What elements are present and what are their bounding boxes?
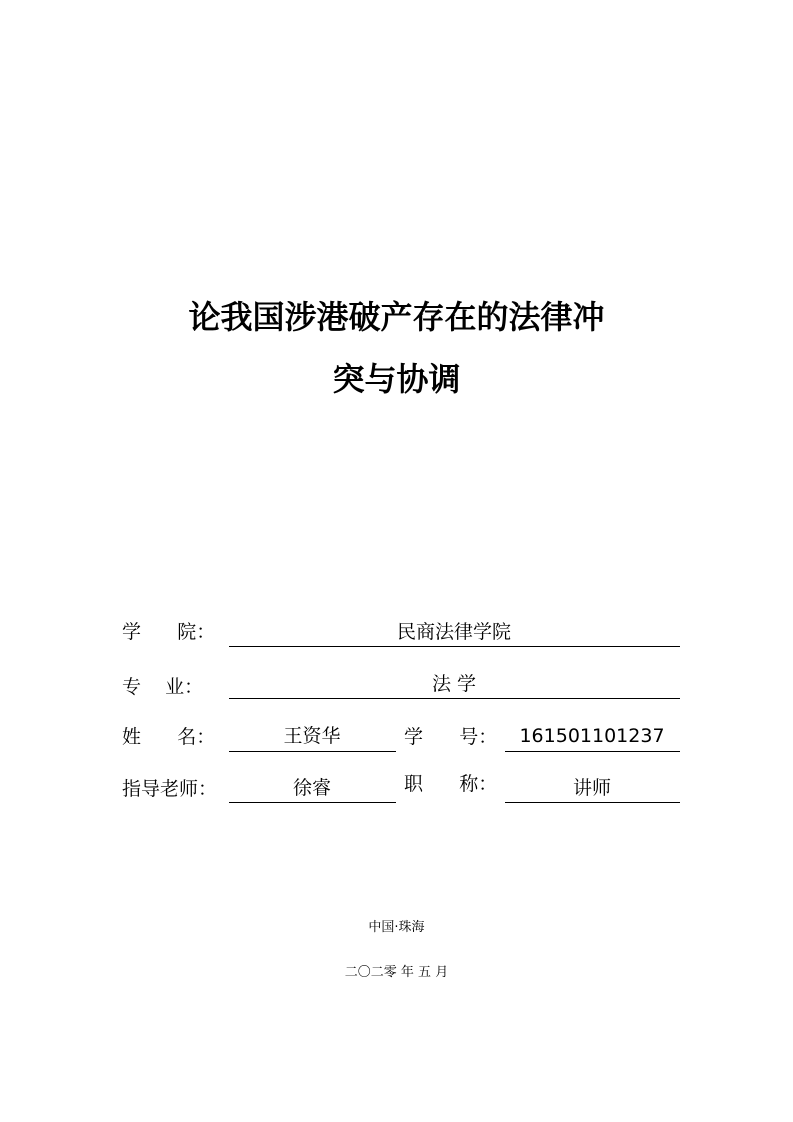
advisor-underline xyxy=(229,802,396,803)
college-value: 民商法律学院 xyxy=(396,621,511,643)
major-label: 专 业： xyxy=(122,676,204,698)
student-id-underline xyxy=(505,751,680,752)
college-label: 学 院： xyxy=(122,621,216,643)
title-line-1: 论我国涉港破产存在的法律冲 xyxy=(188,298,605,336)
major-value: 法 学 xyxy=(431,673,477,695)
footer-date: 二〇二零 年 五 月 xyxy=(344,965,449,980)
major-underline xyxy=(229,698,680,699)
college-underline xyxy=(229,646,680,647)
rank-value: 讲师 xyxy=(572,777,611,799)
advisor-label: 指导老师： xyxy=(122,778,218,800)
name-label: 姓 名： xyxy=(122,726,216,748)
footer-place: 中国·珠海 xyxy=(368,920,425,935)
rank-underline xyxy=(505,802,680,803)
name-underline xyxy=(229,751,396,752)
name-value: 王资华 xyxy=(283,725,341,747)
student-id-value: 161501101237 xyxy=(519,725,665,747)
title-line-2: 突与协调 xyxy=(332,360,461,398)
advisor-value: 徐睿 xyxy=(292,777,331,799)
student-id-label: 学 号： xyxy=(404,726,498,748)
rank-label: 职 称： xyxy=(404,773,498,795)
